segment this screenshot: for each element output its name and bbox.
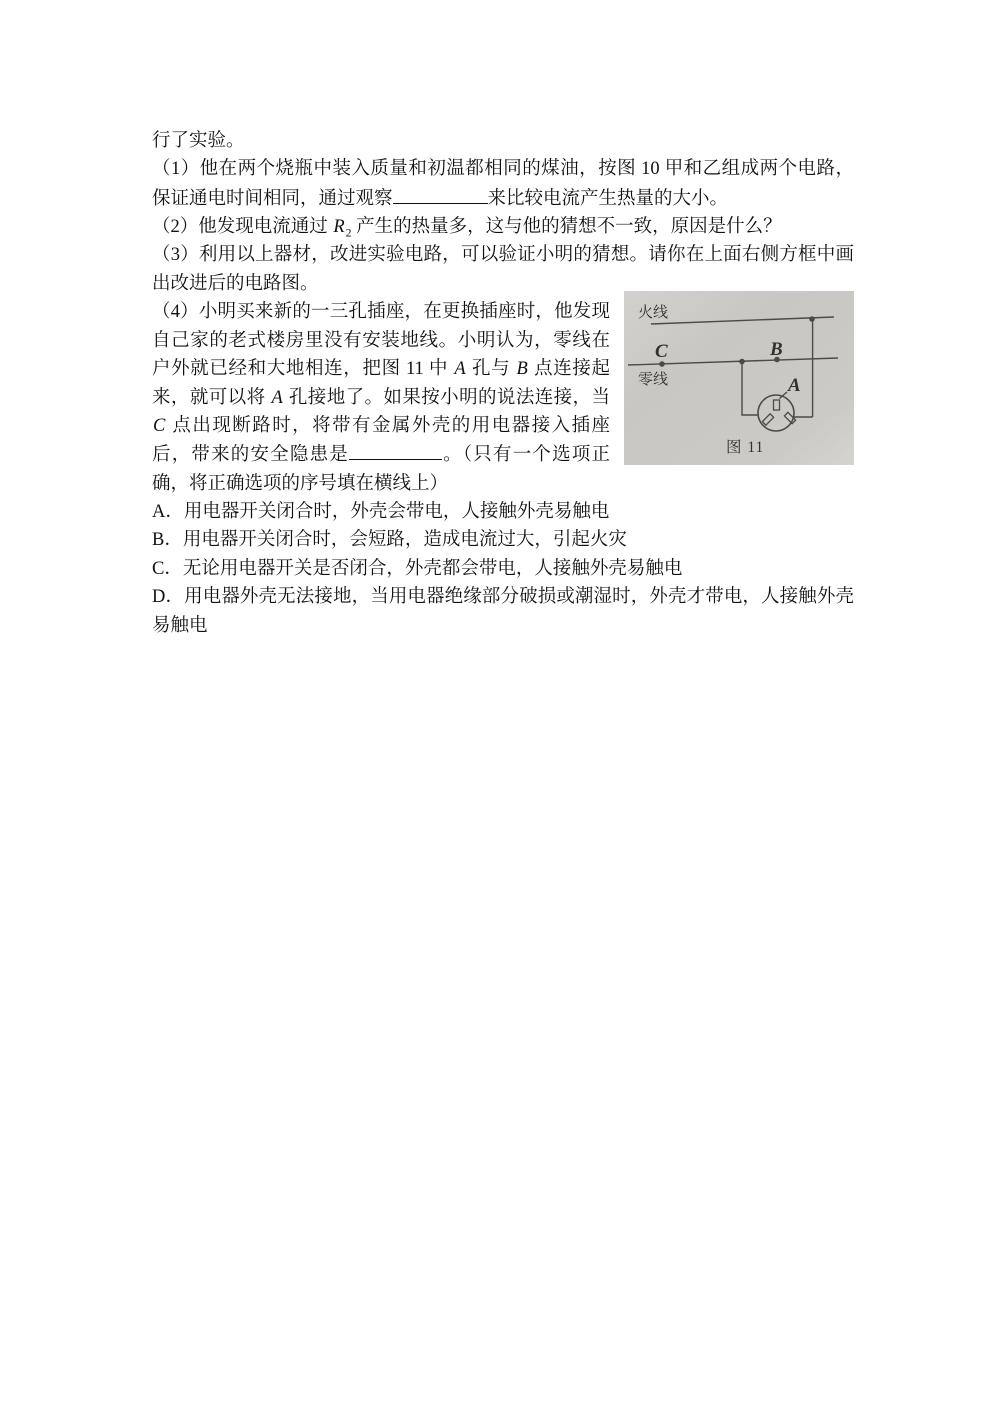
option-b-label: B． [152,530,183,551]
question-2: （2）他发现电流通过 $R_2$ 产生的热量多，这与他的猜想不一致，原因是什么？ [152,217,782,240]
point-a-label: A [788,375,801,397]
junction-dot-neutral [739,359,745,365]
fill-in-blank [349,440,442,460]
live-wire-label: 火线 [638,305,669,322]
question-1: （1）他在两个烧瓶中装入质量和初温都相同的煤油，按图 10 甲和乙组成两个电路，保证通电时间相同，通过观察 来比较电流产生热量的大小。 [152,159,854,209]
intro-line: 行了实验。 [152,131,245,151]
option-a-text: 用电器开关闭合时，外壳会带电，人接触外壳易触电 [183,502,610,522]
option-a [152,498,854,526]
option-d-text: 用电器外壳无法接地，当用电器绝缘部分破损或潮湿时，外壳才带电，人接触外壳易触电 [152,587,854,636]
point-c-label: C [655,341,668,363]
question-4-text: （4）小明买来新的一三孔插座，在更换插座时，他发现自己家的老式楼房里没有安装地线。小明认为，零线在户外就已经和大地相连，把图 11 中 A 孔与 B 点连接起来，就可以将 A 孔接地了。如果按小明的说法连接，当 C 点出现断路时，将带有金属外壳的用电器接入插座后，带来的安全隐患是 。（只有一个选项正确，将正确选项的序号填在横线上） [152,302,610,494]
neutral-wire-label: 零线 [638,372,669,389]
junction-dot-live [809,316,815,322]
option-b-text: 用电器开关闭合时，会短路，造成电流过大，引起火灾 [182,530,627,551]
option-c [152,555,854,583]
exam-page-text [152,127,854,640]
junction-dot-c [659,361,665,367]
option-d [152,583,854,640]
option-c-label: C． [152,558,183,579]
question-4 [152,298,854,498]
figure-11-circuit-diagram [624,291,854,465]
option-c-text: 无论用电器开关是否闭合，外壳都会带电，人接触外壳易触电 [182,558,683,579]
option-b [152,526,854,554]
option-a-label: A． [152,502,184,522]
figure-caption: 图 11 [726,439,765,457]
point-b-label: B [770,339,783,361]
fill-in-blank [393,184,488,204]
question-3: （3）利用以上器材，改进实验电路，可以验证小明的猜想。请你在上面右侧方框中画出改进后的电路图。 [152,245,854,294]
figure-11 [624,291,854,465]
option-d-label: D． [152,587,185,608]
